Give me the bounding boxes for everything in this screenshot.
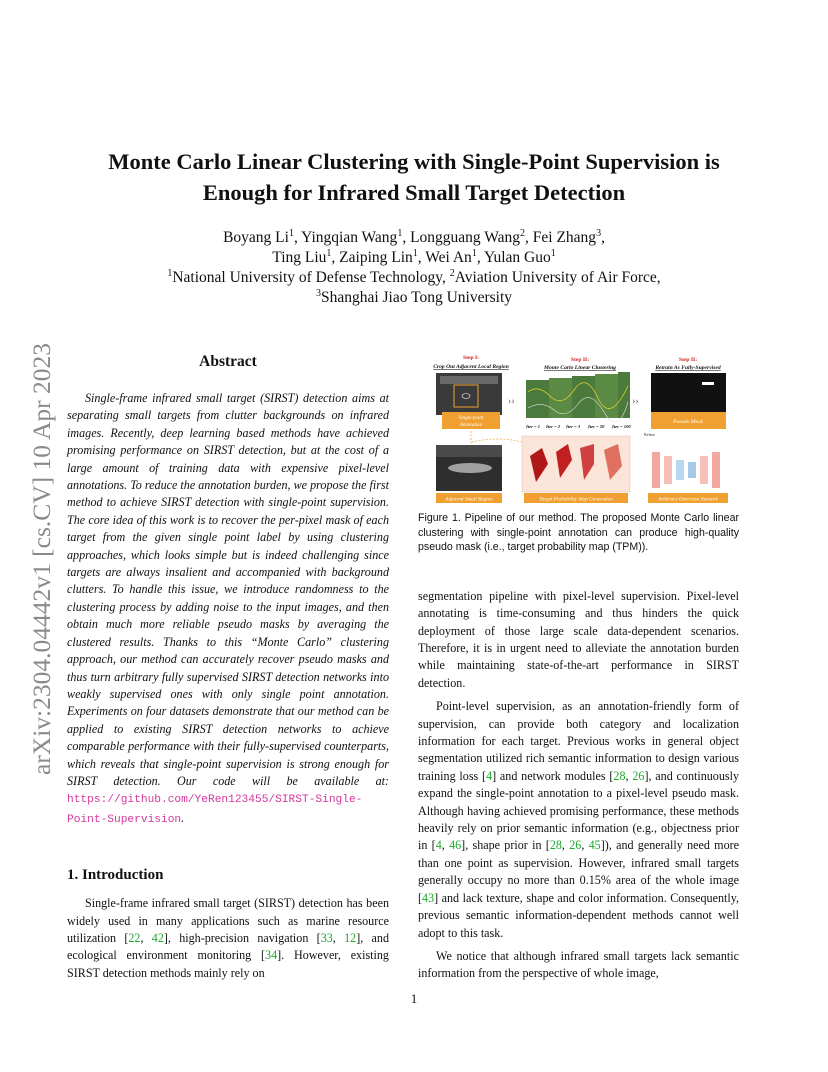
- step3-subtitle: Retrain As Fully-Supervised: [655, 365, 721, 371]
- citation-link[interactable]: 42: [151, 930, 164, 945]
- author-name: , Yulan Guo: [476, 249, 551, 266]
- text-run: ]. However, existing SIRST detection methods mainly rely on: [67, 948, 389, 980]
- iter-label-5: Iter = 100: [612, 424, 631, 429]
- citation-link[interactable]: 26: [632, 768, 645, 783]
- affiliation-mark: 3: [596, 227, 602, 239]
- iter-label-2: Iter = 2: [546, 424, 561, 429]
- pseudo-mask-image: [651, 373, 726, 415]
- abstract-body: Single-frame infrared small target (SIRST) detection aims at separating small targets from clutter backgrounds on infrared images. Recently, deep learning based methods have achieved promising performance on SIRST detection, but at the cost of a large amount of training data with expensive pixel-level annotations. To reduce the annotation burden, we propose the first method to achieve SIRST detection with single-point supervision. The core idea of this work is to recover the per-pixel mask of each target from the given single point label by using clustering approaches, which looks simple but is indeed challenging since targets are always insalient and accompanied with background clutters. To handle this issue, we introduce randomness to the clustering process by adding noise to the input images, and then obtain much more reliable pseudo masks by averaging the clustered results. Thanks to this “Monte Carlo” clustering approach, our method can accurately recover pseudo masks and thus turn arbitrary fully supervised SIRST detection networks into weakly supervised ones with only single point annotation. Experiments on four datasets demonstrate that our method can be applied to existing SIRST detection networks to achieve comparable performance with their fully-supervised counterparts, which reveals that single-point supervision is strong enough for SIRST detection. Our code will be available at:: [67, 391, 389, 788]
- step1-subtitle: Crop Out Adjacent Local Region: [433, 364, 509, 370]
- iter-label-1: Iter = 1: [526, 424, 541, 429]
- author-name: , Longguang Wang: [402, 229, 521, 246]
- arxiv-stamp: [4, 270, 68, 780]
- affiliation-mark: 1: [288, 227, 294, 239]
- step2-subtitle: Monte Carlo Linear Clustering: [544, 365, 616, 371]
- net-layer: [664, 456, 672, 484]
- right-paragraph-2: [418, 698, 739, 942]
- text-run: Single-frame infrared small target (SIRST) detection has been widely used in many applications such as marine resource utilization [: [67, 896, 389, 945]
- citation-link[interactable]: 28: [549, 838, 562, 853]
- abstract-heading: Abstract: [199, 353, 257, 370]
- text-run: ], shape prior in [: [461, 838, 550, 853]
- affiliation-mark: 1: [167, 267, 173, 279]
- author-line-1: [60, 228, 768, 248]
- iter-image-3: [572, 376, 598, 418]
- iter-label-4: Iter = 20: [588, 424, 605, 429]
- citation-link[interactable]: 34: [265, 948, 278, 963]
- iter-image-5: [618, 372, 630, 418]
- text-run: ,: [561, 838, 570, 853]
- right-paragraph-3: We notice that although infrared small targets lack semantic information from the perspective of whole image,: [418, 948, 739, 981]
- text-run: ], high-precision navigation [: [163, 930, 321, 945]
- arrow-1: ››: [508, 396, 515, 407]
- iteration-stack: [526, 372, 630, 422]
- pipeline-diagram: [418, 352, 739, 504]
- adjacent-region-top: [436, 445, 502, 457]
- affiliation-line-1: [60, 268, 768, 288]
- arrow-2: ››: [632, 396, 639, 407]
- iter-image-1: [526, 380, 552, 418]
- text-run: Point-level supervision, as an annotation-friendly form of supervision, can provide both category and localization information for each target. Previous works in general object segmentation utilized rich semantic information to design various training loss [: [418, 699, 739, 783]
- paper-title: [60, 146, 768, 208]
- arxiv-stamp-text: arXiv:2304.04442v1 [cs.CV] 10 Apr 2023: [27, 342, 56, 775]
- net-layer: [688, 462, 696, 478]
- citation-link[interactable]: 33: [320, 930, 333, 945]
- text-run: ,: [332, 930, 345, 945]
- citation-link[interactable]: 22: [128, 930, 141, 945]
- bottom-label-3: Arbitrary Detection Network: [658, 496, 718, 503]
- affiliation-line-2: [60, 288, 768, 308]
- text-run: ], and ecological environment monitoring [: [67, 930, 390, 963]
- right-column: [418, 352, 739, 983]
- pseudo-mask-label: Pseudo Mask: [673, 419, 703, 425]
- author-block: [60, 228, 768, 308]
- net-layer: [700, 456, 708, 484]
- affiliation-name: National University of Defense Technology,: [172, 269, 450, 286]
- author-name: , Yingqian Wang: [293, 229, 398, 246]
- iter-label-3: Iter = 3: [566, 424, 581, 429]
- affiliation-name: Aviation University of Air Force,: [454, 269, 661, 286]
- affiliation-mark: 1: [326, 247, 332, 259]
- author-separator: ,: [601, 229, 605, 246]
- affiliation-mark: 3: [315, 287, 321, 299]
- step3-title: Step II:: [678, 357, 698, 363]
- figure-1: [418, 352, 739, 504]
- arxiv-stamp-svg: [4, 270, 68, 780]
- iter-image-4: [595, 374, 621, 418]
- author-name: , Fei Zhang: [525, 229, 597, 246]
- affiliation-mark: 1: [412, 247, 418, 259]
- net-layer: [712, 452, 720, 488]
- text-run: ] and network modules [: [492, 768, 614, 783]
- citation-link[interactable]: 43: [422, 890, 435, 905]
- code-link[interactable]: https://github.com/YeRen123455/SIRST-Single-Point-Supervision: [67, 794, 363, 826]
- text-run: ] and lack texture, shape and color information. Consequently, previous semantic information-dependent methods cannot well adopt to this task.: [418, 890, 739, 940]
- mask-target: [702, 382, 714, 385]
- right-paragraph-1: segmentation pipeline with pixel-level supervision. Pixel-level annotating is time-consuming and thus hinders the quick deployment of those large scale data-dependent scenarios. Therefore, it is in urgent need to alleviate the annotation burden while maintaining state-of-the-art performance in SIRST detection.: [418, 588, 739, 690]
- affiliation-mark: 2: [449, 267, 455, 279]
- citation-link[interactable]: 45: [588, 838, 601, 853]
- citation-link[interactable]: 4: [486, 768, 493, 783]
- detection-network: [652, 452, 720, 488]
- author-name: , Zaiping Lin: [331, 249, 413, 266]
- citation-link[interactable]: 12: [344, 930, 357, 945]
- left-column: [67, 352, 389, 982]
- adjacent-region-target: [448, 463, 492, 473]
- text-run: ,: [441, 838, 450, 853]
- citation-link[interactable]: 26: [569, 838, 582, 853]
- abstract-end: .: [181, 810, 185, 825]
- affiliation-mark: 1: [471, 247, 477, 259]
- text-run: ], and continuously expand the single-point annotation to a pixel-level pseudo mask. Although having achieved promising performance, these methods heavily rely on prior semantic information (e.g., objectness prior in [: [418, 768, 740, 853]
- text-run: ,: [625, 768, 633, 783]
- net-layer: [652, 452, 660, 488]
- title-line-2: Enough for Infrared Small Target Detection: [202, 180, 626, 205]
- author-name: Boyang Li: [223, 229, 289, 246]
- figure-1-caption: Figure 1. Pipeline of our method. The proposed Monte Carlo linear clustering with single-point annotation can produce high-quality pseudo mask (i.e., target probability map (TPM)).: [418, 512, 739, 554]
- text-run: ,: [581, 838, 589, 853]
- intro-paragraph-1: [67, 895, 389, 982]
- step2-title: Step II:: [570, 357, 590, 363]
- citation-link[interactable]: 4: [435, 838, 442, 853]
- author-name: , Wei An: [417, 249, 472, 266]
- affiliation-mark: 2: [520, 227, 526, 239]
- text-run: ,: [140, 930, 152, 945]
- text-run: ]), and generally need more than one point as supervision. However, infrared small targets generally occupy no more than 0.15% area of the whole image [: [418, 838, 740, 905]
- refine-label: Refine: [644, 432, 656, 437]
- citation-link[interactable]: 28: [613, 768, 626, 783]
- affiliation-mark: 1: [550, 247, 556, 259]
- image-horizon: [440, 376, 498, 384]
- flow-arrow: [472, 439, 522, 442]
- author-line-2: [60, 248, 768, 268]
- affiliation-name: Shanghai Jiao Tong University: [320, 289, 513, 306]
- bottom-label-1: Adjacent Small Region: [445, 496, 493, 503]
- page-number: 1: [410, 991, 418, 1006]
- citation-link[interactable]: 46: [449, 838, 462, 853]
- affiliation-mark: 1: [397, 227, 403, 239]
- abstract-text: [67, 390, 389, 829]
- author-name: Ting Liu: [272, 249, 327, 266]
- title-line-1: Monte Carlo Linear Clustering with Single-Point Supervision is: [108, 149, 720, 174]
- bottom-label-2: Target Probability Map Generation: [539, 496, 613, 503]
- section-heading-introduction: 1. Introduction: [67, 867, 164, 884]
- single-point-label-2: Annotation: [459, 423, 483, 428]
- single-point-label: Single-point: [458, 416, 484, 421]
- step1-title: Step I:: [462, 355, 480, 361]
- net-layer: [676, 460, 684, 480]
